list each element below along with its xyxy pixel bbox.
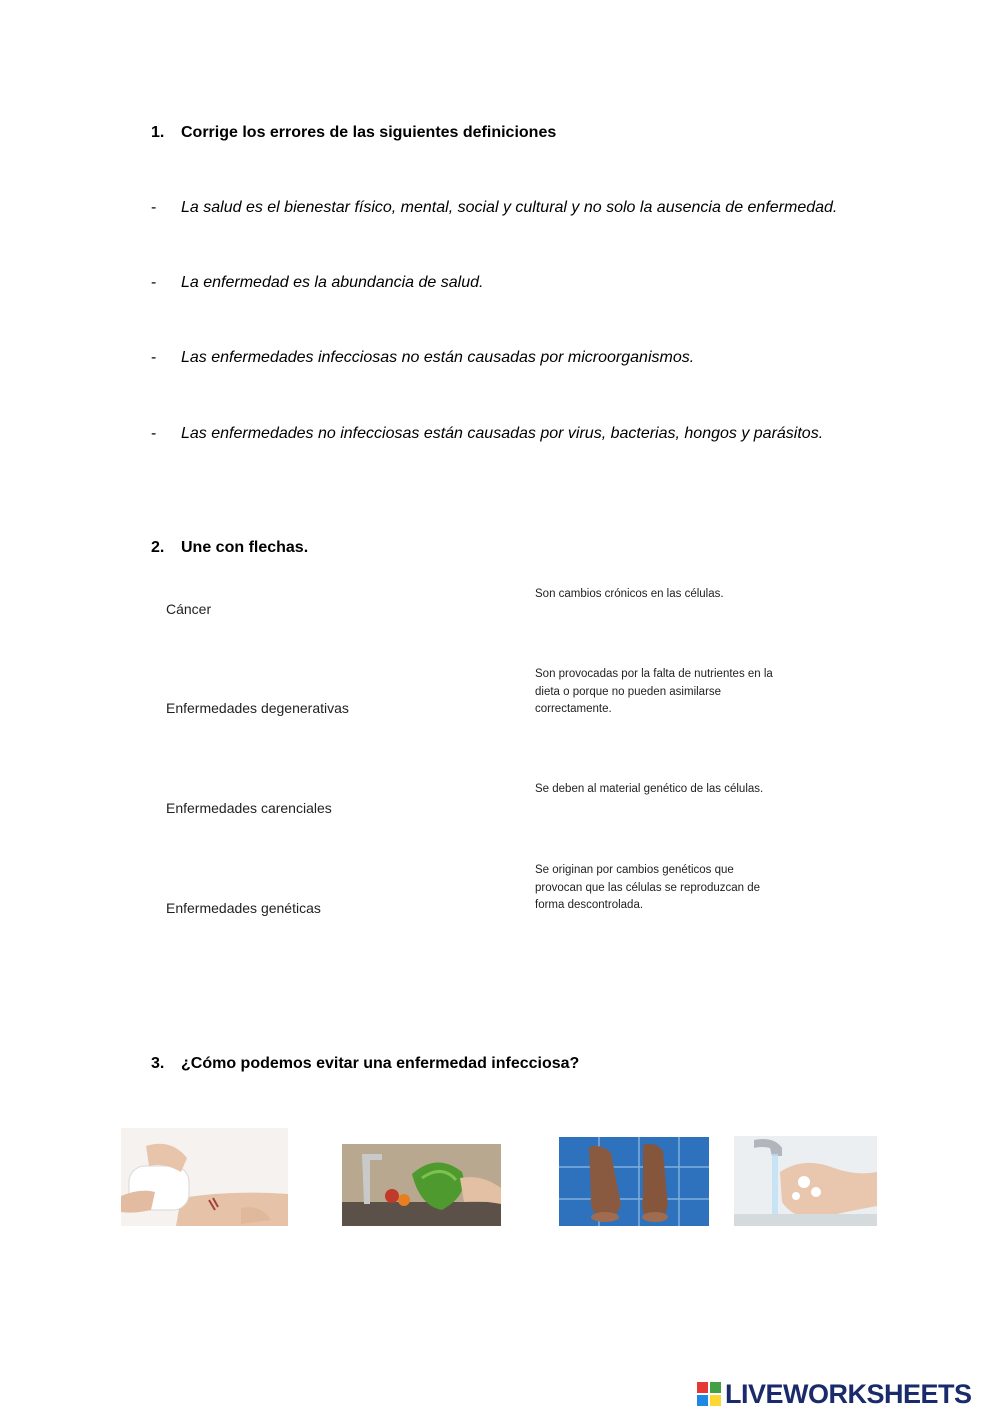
photo-feet-on-tiles xyxy=(559,1137,709,1226)
dash-marker: - xyxy=(151,274,157,291)
definition-item xyxy=(151,274,911,294)
section-2-number: 2. xyxy=(151,539,165,556)
match-term-cancer[interactable]: Cáncer xyxy=(166,601,212,617)
section-1-heading xyxy=(151,124,851,144)
match-definition[interactable]: Son cambios crónicos en las células. xyxy=(535,588,724,600)
match-term-carenciales[interactable]: Enfermedades carenciales xyxy=(166,800,332,816)
photo-washing-vegetables-art xyxy=(342,1144,501,1226)
section-3-number: 3. xyxy=(151,1055,165,1072)
section-3-heading xyxy=(151,1055,851,1075)
dash-marker: - xyxy=(151,349,157,366)
section-1-number: 1. xyxy=(151,124,165,141)
match-term-geneticas[interactable]: Enfermedades genéticas xyxy=(166,900,321,916)
dash-marker: - xyxy=(151,425,157,442)
liveworksheets-logo-icon xyxy=(697,1382,721,1406)
definition-text: Las enfermedades infecciosas no están causadas por microorganismos. xyxy=(181,349,695,366)
definition-text: Las enfermedades no infecciosas están causadas por virus, bacterias, hongos y parásitos. xyxy=(181,425,824,442)
match-term-degenerativas[interactable]: Enfermedades degenerativas xyxy=(166,700,349,716)
photo-washing-hands xyxy=(734,1136,877,1226)
definition-text: La salud es el bienestar físico, mental, social y cultural y no solo la ausencia de enfermedad. xyxy=(181,199,838,216)
photo-disinfecting-wound xyxy=(121,1128,288,1226)
match-definition[interactable]: Se deben al material genético de las células. xyxy=(535,783,764,795)
definition-item xyxy=(151,425,911,445)
section-3-title: ¿Cómo podemos evitar una enfermedad infecciosa? xyxy=(181,1055,580,1072)
section-1-title: Corrige los errores de las siguientes definiciones xyxy=(181,124,557,141)
definition-item xyxy=(151,349,911,369)
definition-text: La enfermedad es la abundancia de salud. xyxy=(181,274,484,291)
section-2-title: Une con flechas. xyxy=(181,539,309,556)
definition-item xyxy=(151,199,911,219)
match-definition[interactable]: Se originan por cambios genéticos que provocan que las células se reproduzcan de forma descontrolada. xyxy=(535,864,761,911)
match-definition[interactable]: Son provocadas por la falta de nutrientes en la dieta o porque no pueden asimilarse correctamente. xyxy=(535,668,773,715)
liveworksheets-logo-text: LIVEWORKSHEETS xyxy=(725,1378,972,1409)
photo-washing-hands-art xyxy=(734,1136,877,1226)
photo-washing-vegetables xyxy=(342,1144,501,1226)
liveworksheets-logo[interactable] xyxy=(697,1378,972,1410)
photo-feet-on-tiles-art xyxy=(559,1137,709,1226)
dash-marker: - xyxy=(151,199,157,216)
photo-disinfecting-wound-art xyxy=(121,1128,288,1226)
section-2-heading xyxy=(151,539,851,559)
